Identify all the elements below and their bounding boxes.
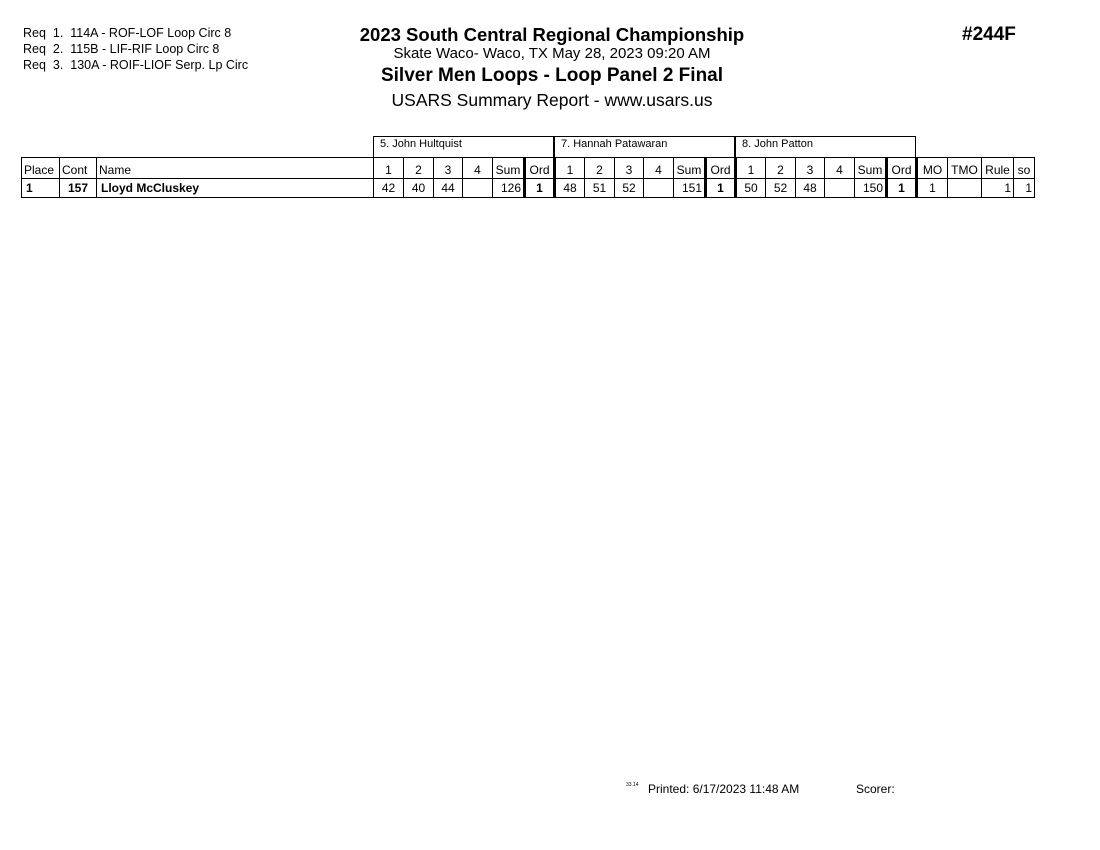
col-rule: Rule <box>982 158 1014 179</box>
col-tmo: TMO <box>948 158 982 179</box>
footer-mark: 33.14 <box>626 782 639 788</box>
cell-tmo <box>948 179 982 198</box>
judge-header-3: 8. John Patton <box>735 136 916 157</box>
cell-name: Lloyd McCluskey <box>97 179 374 198</box>
cell-mo: 1 <box>917 179 948 198</box>
col-mo: MO <box>917 158 948 179</box>
results-table <box>21 157 1035 198</box>
col-j2-ord: Ord <box>706 158 736 179</box>
col-j3-1: 1 <box>736 158 766 179</box>
competition-title: 2023 South Central Regional Championship <box>359 24 745 45</box>
cell-so: 1 <box>1014 179 1035 198</box>
report-subtitle: USARS Summary Report - www.usars.us <box>391 90 713 110</box>
cell-j3-4 <box>825 179 855 198</box>
requirement-3: Req 3. 130A - ROIF-LIOF Serp. Lp Circ <box>23 58 249 72</box>
judge-header-2: 7. Hannah Patawaran <box>554 136 735 157</box>
cell-rule: 1 <box>982 179 1014 198</box>
col-j2-2: 2 <box>585 158 615 179</box>
col-j1-3: 3 <box>434 158 463 179</box>
requirement-2: Req 2. 115B - LIF-RIF Loop Circ 8 <box>23 42 220 56</box>
cell-j1-3: 44 <box>434 179 463 198</box>
table-header-row <box>22 158 1035 179</box>
col-j1-1: 1 <box>374 158 404 179</box>
event-title: Silver Men Loops - Loop Panel 2 Final <box>380 65 724 86</box>
cell-j3-ord: 1 <box>887 179 917 198</box>
scorer-label: Scorer: <box>856 782 895 796</box>
col-j2-3: 3 <box>615 158 644 179</box>
cell-place: 1 <box>22 179 60 198</box>
col-j3-4: 4 <box>825 158 855 179</box>
col-j3-3: 3 <box>796 158 825 179</box>
cell-j2-ord: 1 <box>706 179 736 198</box>
table-row <box>22 179 1035 198</box>
cell-j1-1: 42 <box>374 179 404 198</box>
event-number: #244F <box>962 24 1016 45</box>
cell-j2-sum: 151 <box>674 179 706 198</box>
col-j1-ord: Ord <box>525 158 555 179</box>
printed-timestamp: Printed: 6/17/2023 11:48 AM <box>648 782 800 796</box>
requirement-1: Req 1. 114A - ROF-LOF Loop Circ 8 <box>23 26 232 40</box>
col-j2-1: 1 <box>555 158 585 179</box>
col-j1-sum: Sum <box>493 158 525 179</box>
col-name: Name <box>97 158 374 179</box>
cell-j2-1: 48 <box>555 179 585 198</box>
cell-j1-2: 40 <box>404 179 434 198</box>
judge-header-1: 5. John Hultquist <box>373 136 554 157</box>
cell-j2-4 <box>644 179 674 198</box>
col-j2-4: 4 <box>644 158 674 179</box>
cell-j1-sum: 126 <box>493 179 525 198</box>
cell-cont: 157 <box>60 179 97 198</box>
cell-j2-3: 52 <box>615 179 644 198</box>
cell-j3-2: 52 <box>766 179 796 198</box>
col-cont: Cont <box>60 158 97 179</box>
cell-j1-ord: 1 <box>525 179 555 198</box>
col-j1-4: 4 <box>463 158 493 179</box>
cell-j3-3: 48 <box>796 179 825 198</box>
cell-j1-4 <box>463 179 493 198</box>
col-j3-sum: Sum <box>855 158 887 179</box>
cell-j3-sum: 150 <box>855 179 887 198</box>
cell-j2-2: 51 <box>585 179 615 198</box>
col-j3-2: 2 <box>766 158 796 179</box>
col-j2-sum: Sum <box>674 158 706 179</box>
col-so: so <box>1014 158 1035 179</box>
col-j3-ord: Ord <box>887 158 917 179</box>
col-place: Place <box>22 158 60 179</box>
venue-date: Skate Waco- Waco, TX May 28, 2023 09:20 AM <box>393 45 711 62</box>
col-j1-2: 2 <box>404 158 434 179</box>
cell-j3-1: 50 <box>736 179 766 198</box>
